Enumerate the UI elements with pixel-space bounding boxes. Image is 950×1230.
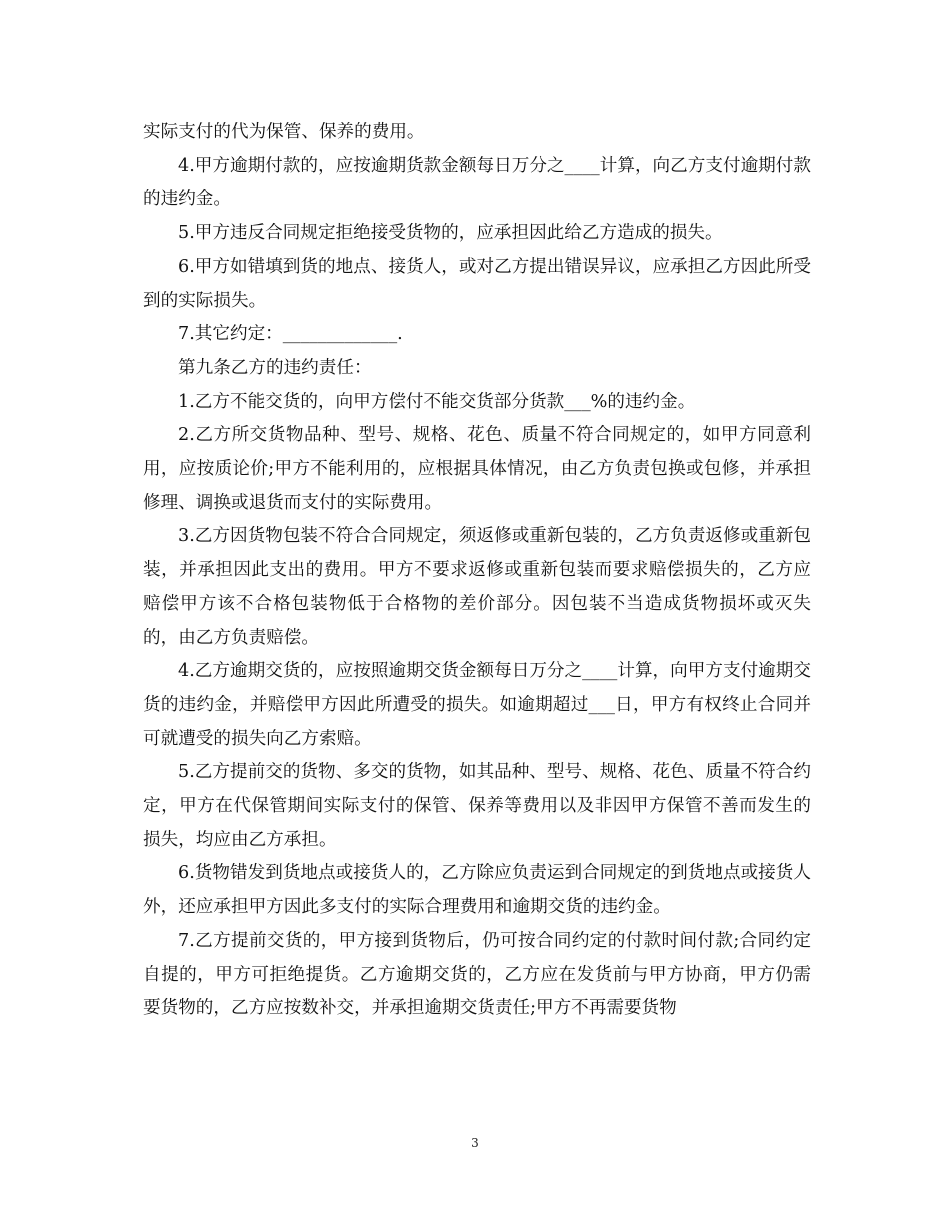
paragraph: 2.乙方所交货物品种、型号、规格、花色、质量不符合同规定的，如甲方同意利用，应按质论价;甲方不能利用的，应根据具体情况，由乙方负责包换或包修，并承担修理、调换或退货而支付的实际费用。 [143, 425, 811, 513]
paragraph: 5.乙方提前交的货物、多交的货物，如其品种、型号、规格、花色、质量不符合约定，甲方在代保管期间实际支付的保管、保养等费用以及非因甲方保管不善而发生的损失，均应由乙方承担。 [143, 762, 811, 850]
paragraph: 1.乙方不能交货的，向甲方偿付不能交货部分货款___%的违约金。 [178, 391, 696, 412]
page-number: 3 [471, 1136, 479, 1150]
paragraph: 7.乙方提前交货的，甲方接到货物后，仍可按合同约定的付款时间付款;合同约定自提的，甲方可拒绝提货。乙方逾期交货的，乙方应在发货前与甲方协商，甲方仍需要货物的，乙方应按数补交，并承担逾期交货责任;甲方不再需要货物 [143, 930, 811, 1019]
paragraph: 4.甲方逾期付款的，应按逾期货款金额每日万分之____计算，向乙方支付逾期付款的违约金。 [143, 155, 811, 210]
paragraph: 6.甲方如错填到货的地点、接货人，或对乙方提出错误异议，应承担乙方因此所受到的实际损失。 [143, 256, 811, 311]
paragraph: 4.乙方逾期交货的，应按照逾期交货金额每日万分之____计算，向甲方支付逾期交货的违约金，并赔偿甲方因此所遭受的损失。如逾期超过___日，甲方有权终止合同并可就遭受的损失向乙方索赔。 [143, 661, 811, 749]
paragraph: 3.乙方因货物包装不符合合同规定，须返修或重新包装的，乙方负责返修或重新包装，并承担因此支出的费用。甲方不要求返修或重新包装而要求赔偿损失的，乙方应赔偿甲方该不合格包装物低于合格物的差价部分。因包装不当造成货物损坏或灭失的，由乙方负责赔偿。 [143, 526, 811, 648]
paragraph: 7.其它约定：_____________. [178, 324, 403, 345]
paragraph: 5.甲方违反合同规定拒绝接受货物的，应承担因此给乙方造成的损失。 [178, 223, 723, 244]
section-heading: 第九条乙方的违约责任： [178, 357, 372, 378]
document-body [143, 116, 811, 1026]
paragraph: 实际支付的代为保管、保养的费用。 [143, 122, 425, 142]
paragraph: 6.货物错发到货地点或接货人的，乙方除应负责运到合同规定的到货地点或接货人外，还应承担甲方因此多支付的实际合理费用和逾期交货的违约金。 [143, 863, 811, 918]
